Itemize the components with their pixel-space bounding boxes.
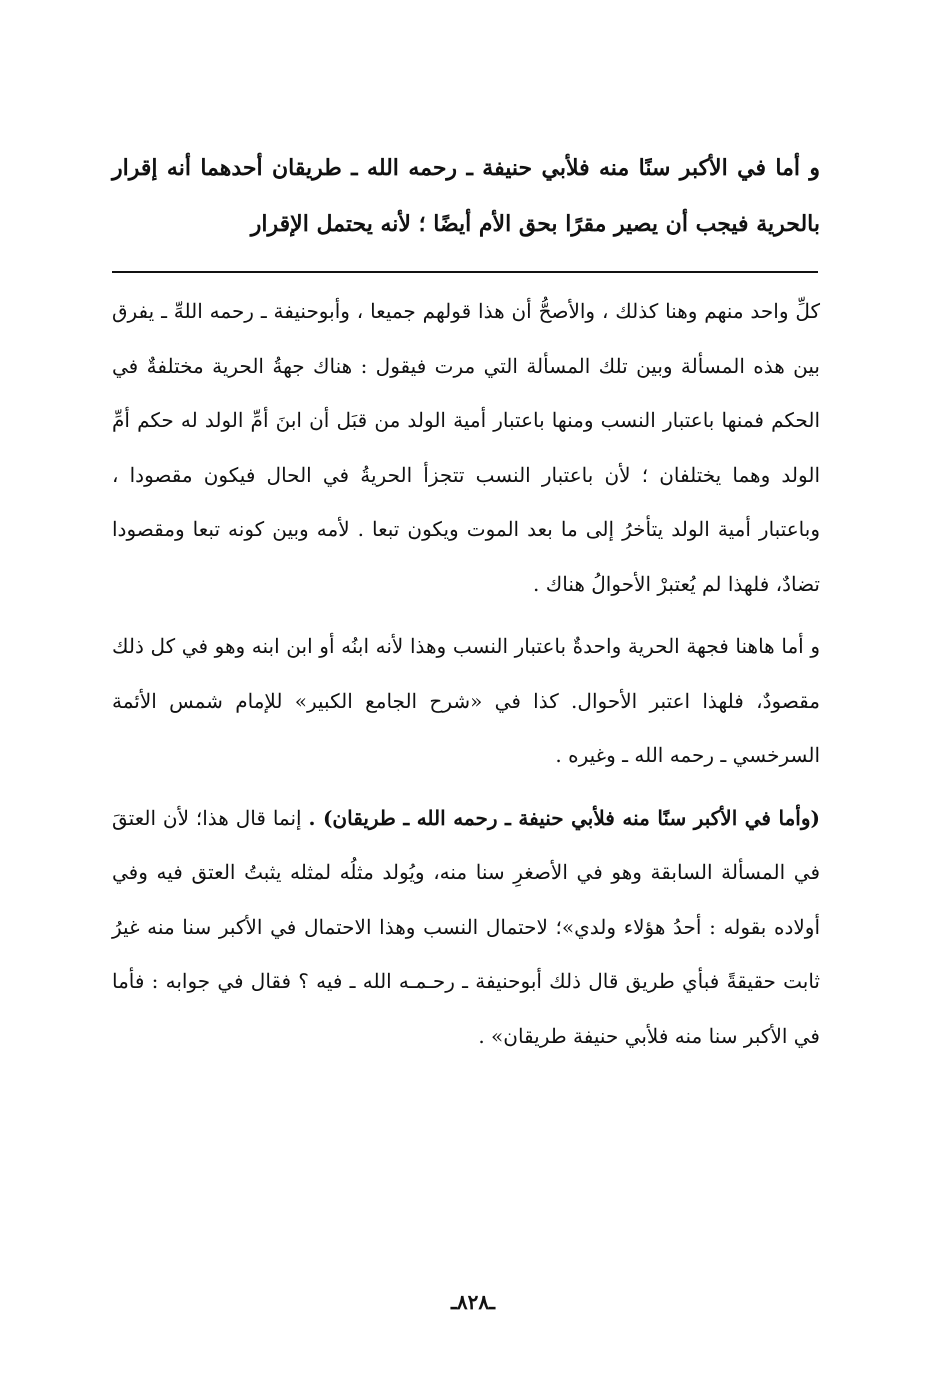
main-text-paragraph: و أما في الأكبر سنًا منه فلأبي حنيفة ـ رحمه الله ـ طريقان أحدهما أنه إقرار بالحرية فيجب أن يصير مقرًا بحق الأم أيضًا ؛ لأنه يحتمل الإقرار xyxy=(112,155,820,237)
page-number: ـ٨٢٨ـ xyxy=(451,1290,495,1314)
commentary-paragraph-3-text: إنما قال هذا؛ لأن العتقَ في المسألة السابقة وهو في الأصغرِ سنا منه، ويُولد مثلُه لمثله يثبتُ العتق فيه وفي أولاده بقوله : أحدُ هؤلاء ولدي»؛ لاحتمال النسب وهذا الاحتمال في الأكبر سنا منه غيرُ ثابت حقيقةً فبأي طريق قال ذلك أبوحنيفة ـ رحـمـه الله ـ فيه ؟ فقال في جوابه : فأما في الأكبر سنا منه فلأبي حنيفة طريقان» . xyxy=(112,805,820,1048)
footnote-separator-line xyxy=(112,271,818,273)
quoted-matn-text: (وأما في الأكبر سنًا منه فلأبي حنيفة ـ رحمه الله ـ طريقان) . xyxy=(308,805,820,830)
commentary-paragraph-3 xyxy=(112,791,820,1064)
commentary-paragraph-2: و أما هاهنا فجهة الحرية واحدةٌ باعتبار النسب وهذا لأنه ابنُه أو ابن ابنه وهو في كل ذلك مقصودٌ، فلهذا اعتبر الأحوال. كذا في «شرح الجامع الكبير» للإمام شمس الأئمة السرخسي ـ رحمه الله ـ وغيره . xyxy=(112,634,820,767)
commentary-paragraph-1: كلِّ واحد منهم وهنا كذلك ، والأصحُّ أن هذا قولهم جميعا ، وأبوحنيفة ـ رحمه اللهِّ ـ يفرق بين هذه المسألة وبين تلك المسألة التي مرت فيقول : هناك جهةُ الحرية مختلفةٌ في الحكم فمنها باعتبار النسب ومنها باعتبار أمية الولد من قبَل أن ابنَ أمِّ الولد له حكم أمِّ الولد وهما يختلفان ؛ لأن باعتبار النسب تتجزأ الحريةُ في الحال فيكون مقصودا ، وباعتبار أمية الولد يتأخرُ إلى ما بعد الموت ويكون تبعا . لأمه وبين كونه تبعا ومقصودا تضادٌ، فلهذا لم يُعتبرْ الأحوالُ هناك . xyxy=(112,299,821,596)
commentary-section xyxy=(112,284,820,1063)
